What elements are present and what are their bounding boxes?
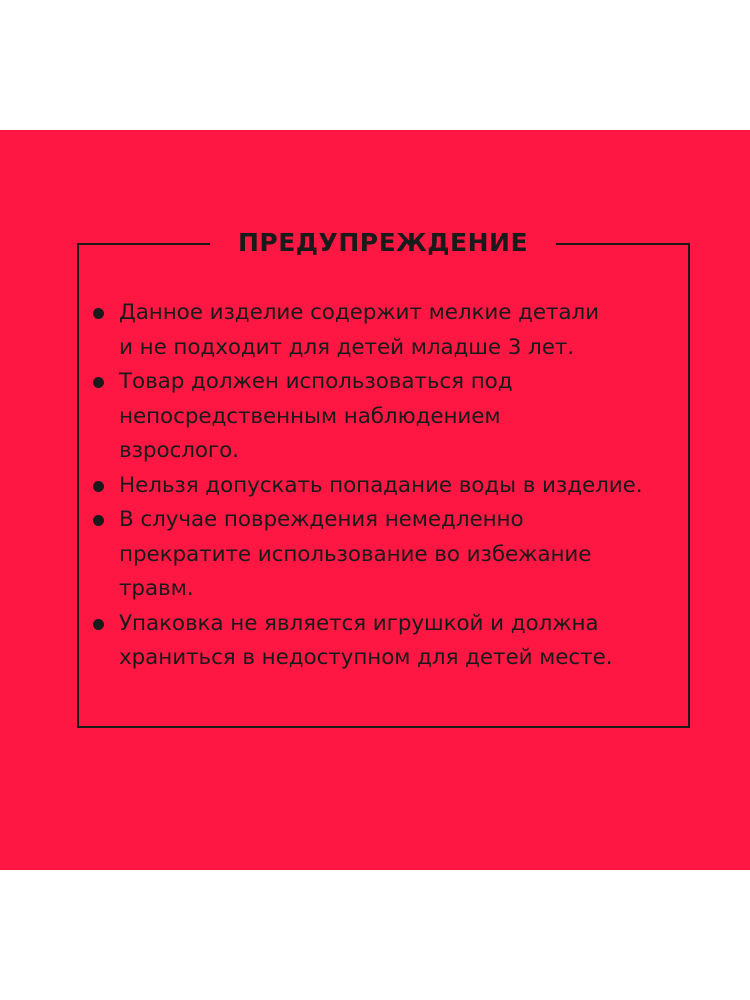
frame-top-left-line: [77, 243, 210, 245]
warning-line: Нельзя допускать попадание воды в изделие.: [119, 472, 643, 498]
warning-line: храниться в недоступном для детей месте.: [119, 645, 613, 670]
bullet-icon: [93, 481, 104, 492]
warning-item: [92, 607, 692, 676]
bullet-icon: [93, 515, 104, 526]
warning-line: и не подходит для детей младше 3 лет.: [119, 334, 574, 360]
warning-line: В случае повреждения немедленно: [119, 507, 524, 532]
warning-line: травм.: [119, 576, 194, 601]
warning-title: ПРЕДУПРЕЖДЕНИЕ: [237, 228, 529, 257]
warning-line: взрослого.: [119, 438, 239, 463]
bullet-icon: [93, 619, 104, 630]
warning-item: [92, 296, 692, 365]
bullet-icon: [93, 308, 104, 319]
bullet-icon: [93, 377, 104, 388]
warning-line: прекратите использование во избежание: [119, 541, 592, 567]
warning-panel: [0, 130, 750, 870]
warning-item: [92, 365, 692, 469]
warning-item: [92, 469, 692, 504]
warning-list: [92, 296, 692, 676]
warning-line: Данное изделие содержит мелкие детали: [119, 300, 600, 325]
frame-top-right-line: [556, 243, 690, 245]
warning-line: непосредственным наблюдением: [119, 403, 501, 429]
warning-line: Товар должен использоваться под: [119, 369, 513, 394]
warning-line: Упаковка не является игрушкой и должна: [119, 610, 599, 636]
warning-item: [92, 503, 692, 607]
